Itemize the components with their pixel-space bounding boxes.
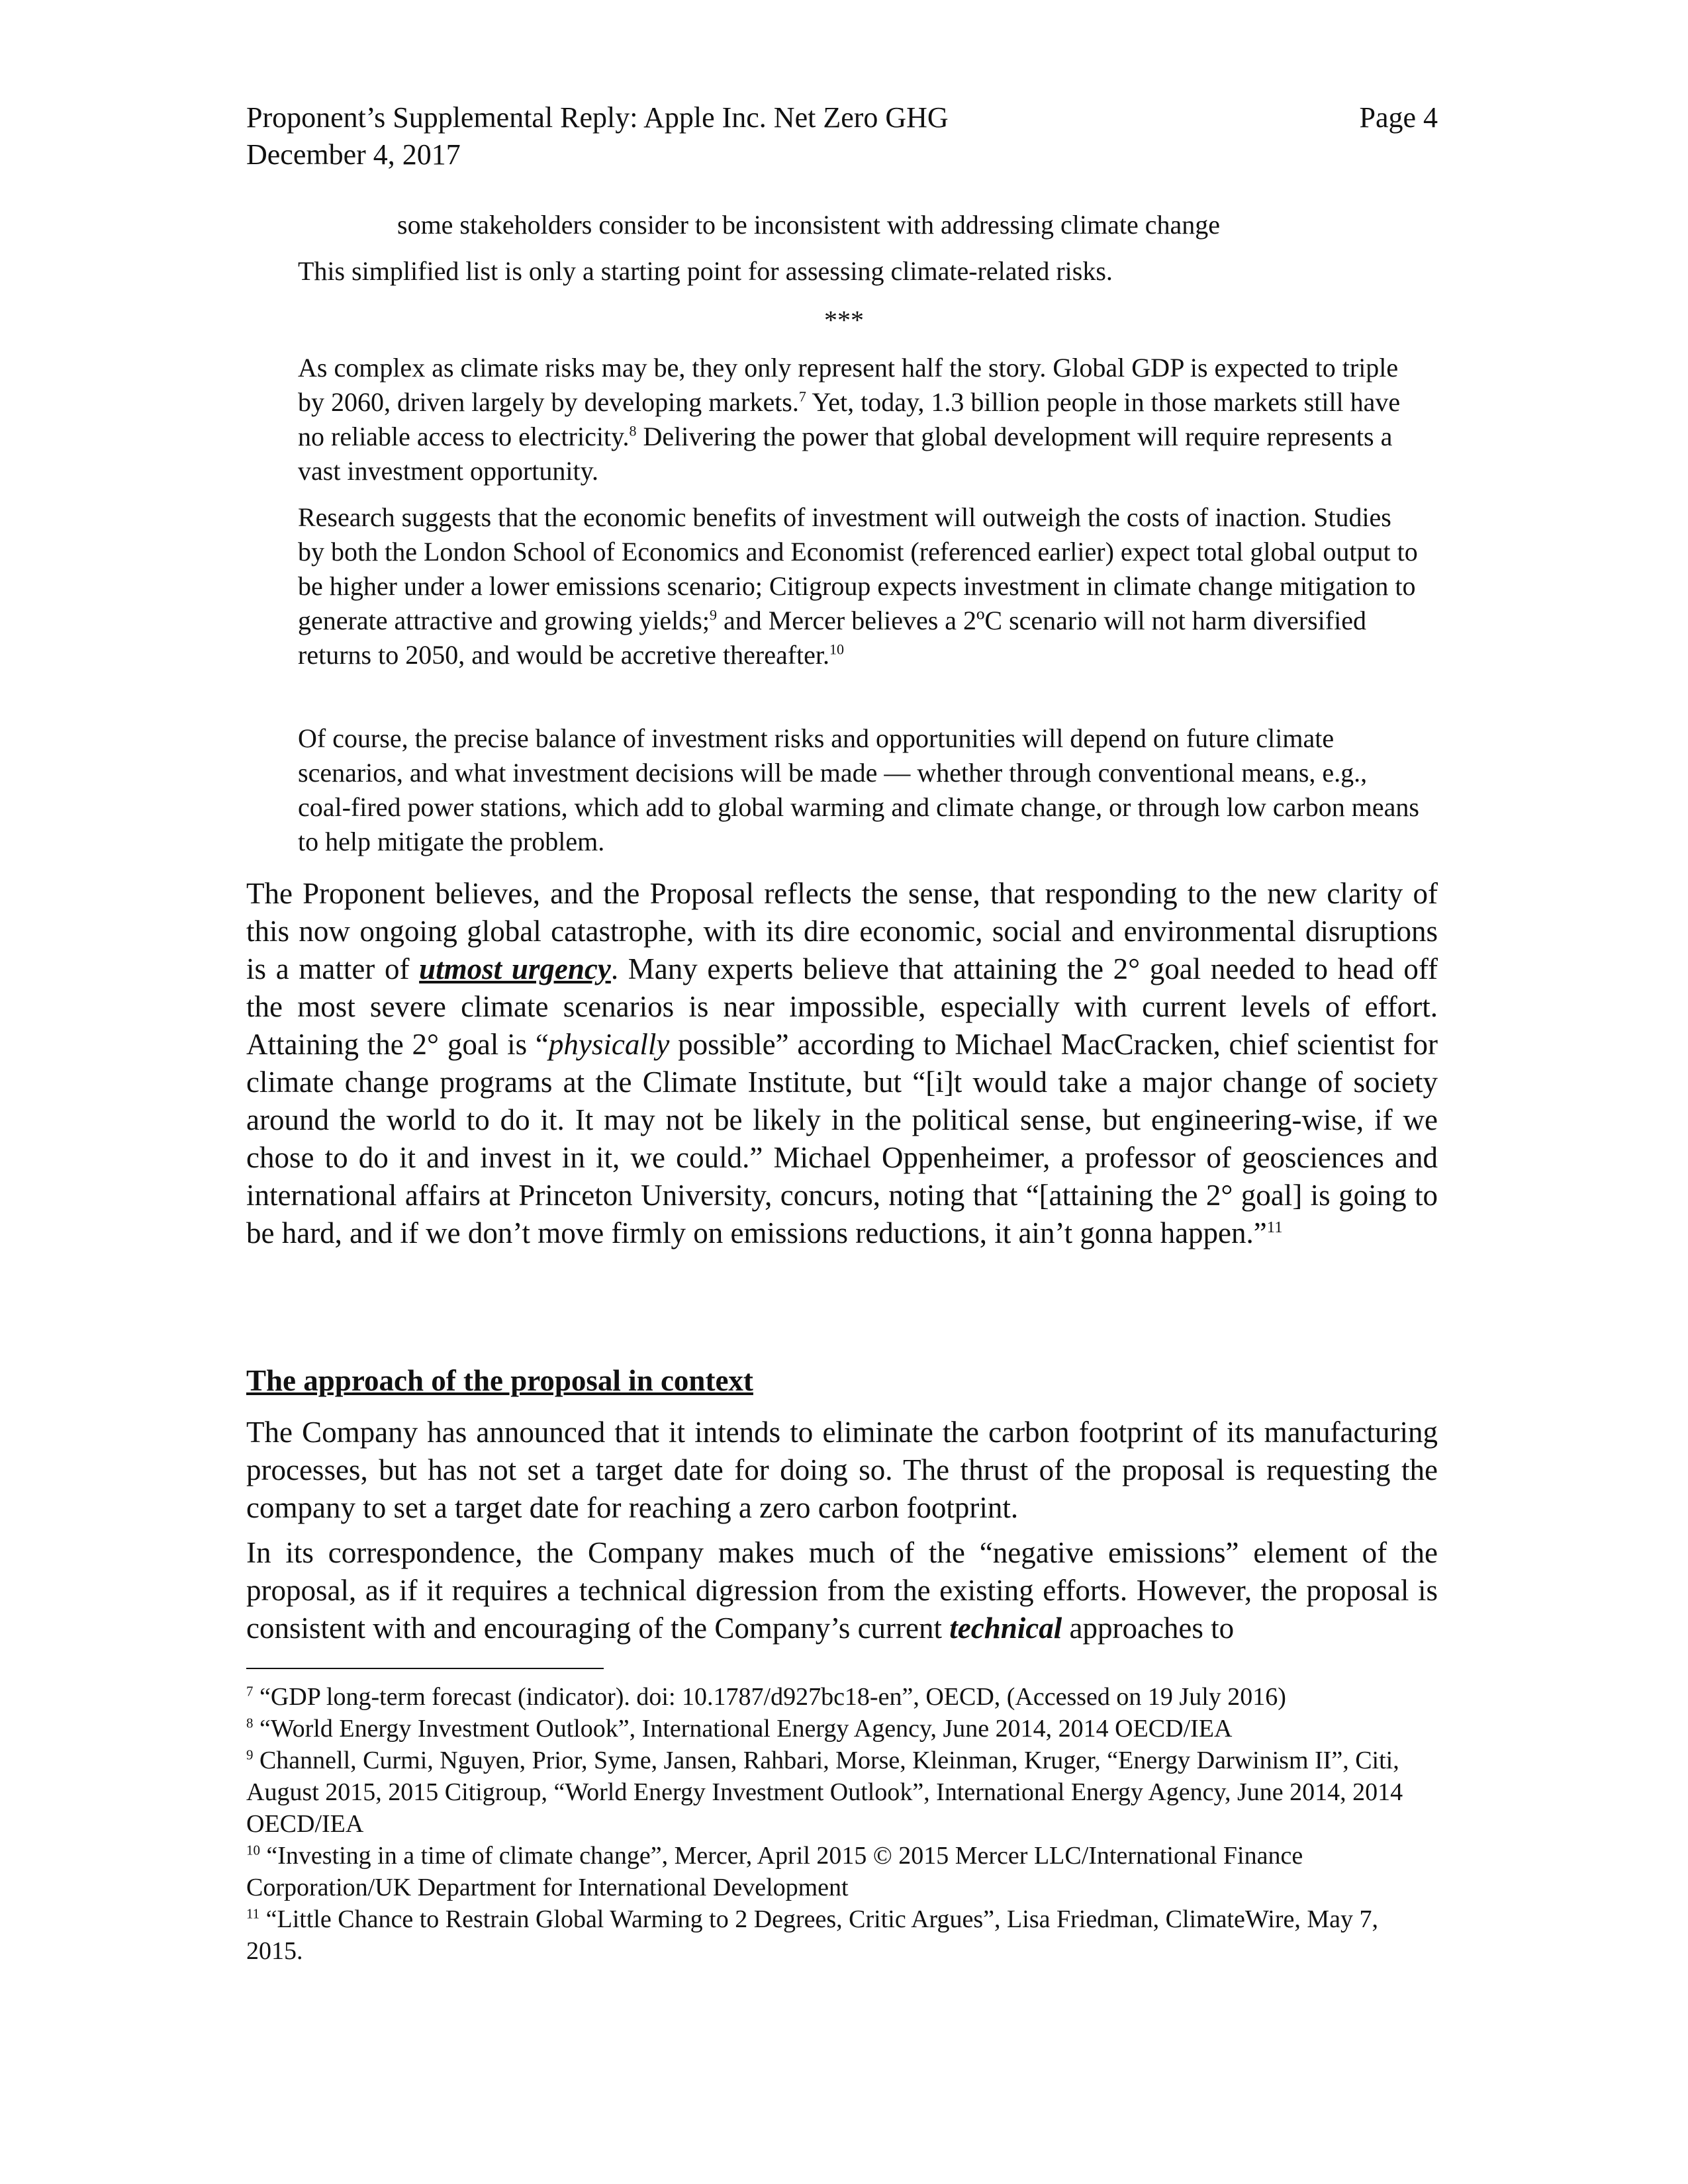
footnote-11: $^{11}$ “Little Chance to Restrain Global Warming to 2 Degrees, Critic Argues”, Lisa Friedman, ClimateWire, May 7, 2015. <box>246 1905 1378 1965</box>
emphasis-utmost-urgency: utmost urgency <box>419 952 611 985</box>
quote-paragraph-2: Research suggests that the economic benefits of investment will outweigh the costs of inaction. Studies by both the London School of Economics and Economist (referenced earlier) expect total global output to be higher under a lower emissions scenario; Citigroup expects investment in climate change mitigation to generate attractive and growing yields;$^9$ and Mercer believes a 2ºC scenario will not harm diversified returns to 2050, and would be accretive thereafter.$^{10}$ <box>298 502 1418 670</box>
header-date: December 4, 2017 <box>246 138 461 171</box>
quote-paragraph-1: As complex as climate risks may be, they only represent half the story. Global GDP is expected to triple by 2060, driven largely by developing markets.$^7$ Yet, today, 1.3 billion people in those markets still have no reliable access to electricity.$^8$ Delivering the power that global development will require represents a vast investment opportunity. <box>298 353 1401 486</box>
body-paragraph-2: The Company has announced that it intends to eliminate the carbon footprint of its manufacturing processes, but has not set a target date for doing so. The thrust of the proposal is requesting the company to set a target date for reaching a zero carbon footprint. <box>246 1416 1438 1524</box>
footnote-ref-9[interactable]: 9 <box>709 606 717 623</box>
section-separator: *** <box>824 305 864 335</box>
header-title: Proponent’s Supplemental Reply: Apple Inc. Net Zero GHG <box>246 101 949 134</box>
footnote-ref-11[interactable]: 11 <box>1266 1218 1283 1236</box>
footnote-ref-8[interactable]: 8 <box>629 422 637 439</box>
page-number: Page 4 <box>1359 101 1438 134</box>
footnotes <box>246 1681 1438 1967</box>
footnote-10: $^{10}$ “Investing in a time of climate change”, Mercer, April 2015 © 2015 Mercer LLC/International Finance Corporation/UK Department for International Development <box>246 1842 1303 1901</box>
footnote-9: $^9$ Channell, Curmi, Nguyen, Prior, Syme, Jansen, Rahbari, Morse, Kleinman, Kruger, “Energy Darwinism II”, Citi, August 2015, 2015 Citigroup, “World Energy Investment Outlook”, International Energy Agency, June 2014, 2014 OECD/IEA <box>246 1747 1403 1838</box>
emphasis-physically: physically <box>548 1028 670 1061</box>
footnote-ref-10[interactable]: 10 <box>829 641 845 658</box>
bullet-continuation: some stakeholders consider to be inconsistent with addressing climate change <box>397 210 1221 240</box>
section-heading: The approach of the proposal in context <box>246 1364 753 1397</box>
page-header <box>246 99 949 173</box>
quote-paragraph-3: Of course, the precise balance of investment risks and opportunities will depend on future climate scenarios, and what investment decisions will be made — whether through conventional means, e.g., coal-fired power stations, which add to global warming and climate change, or through low carbon means to help mitigate the problem. <box>298 723 1419 856</box>
body-paragraph-1: The Proponent believes, and the Proposal reflects the sense, that responding to the new clarity of this now ongoing global catastrophe, with its dire economic, social and environmental disruptions is a matter of utmost urgency. Many experts believe that attaining the 2° goal needed to head off the most severe climate scenarios is near impossible, especially with current levels of effort. Attaining the 2° goal is “physically possible” according to Michael MacCracken, chief scientist for climate change programs at the Climate Institute, but “[i]t would take a major change of society around the world to do it. It may not be likely in the political sense, but engineering-wise, if we chose to do it and invest in it, we could.” Michael Oppenheimer, a professor of geosciences and international affairs at Princeton University, concurs, noting that “[attaining the 2° goal] is going to be hard, and if we don’t move firmly on emissions reductions, it ain’t gonna happen.”$^{11}$ <box>246 877 1438 1250</box>
footnote-8: $^8$ “World Energy Investment Outlook”, International Energy Agency, June 2014, 2014 OECD/IEA <box>246 1715 1233 1743</box>
footnote-7: $^7$ “GDP long-term forecast (indicator). doi: 10.1787/d927bc18-en”, OECD, (Accessed on 19 July 2016) <box>246 1683 1286 1711</box>
footnote-divider <box>246 1668 604 1669</box>
footnote-ref-7[interactable]: 7 <box>798 388 806 405</box>
body-paragraph-3: In its correspondence, the Company makes much of the “negative emissions” element of the proposal, as if it requires a technical digression from the existing efforts. However, the proposal is consistent with and encouraging of the Company’s current technical approaches to <box>246 1536 1438 1645</box>
list-note: This simplified list is only a starting point for assessing climate-related risks. <box>298 256 1113 286</box>
emphasis-technical: technical <box>949 1612 1062 1645</box>
